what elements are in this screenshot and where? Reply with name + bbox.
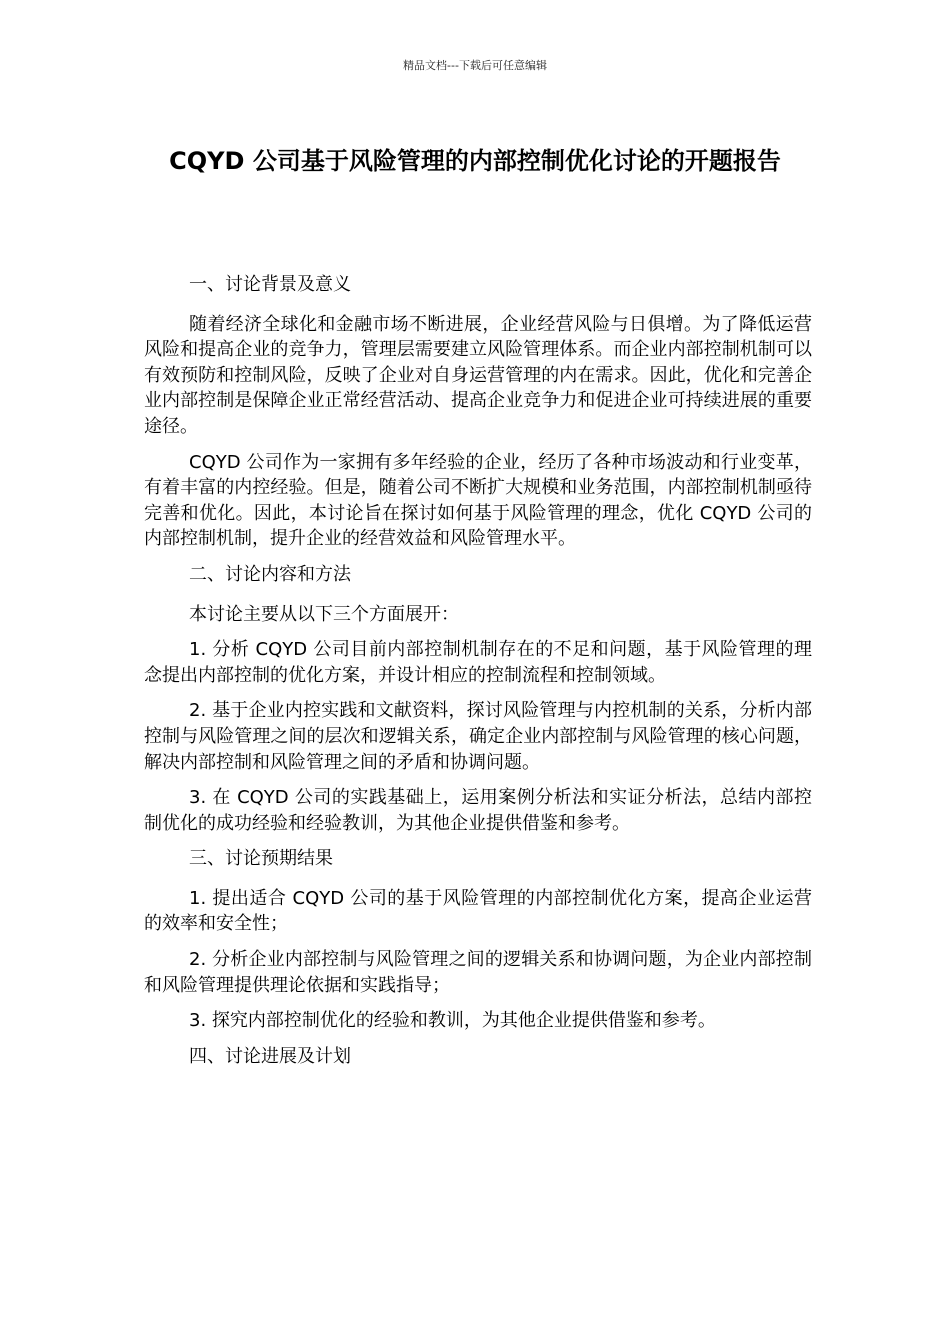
list-item: 1. 分析 CQYD 公司目前内部控制机制存在的不足和问题，基于风险管理的理念提出内部控制的优化方案，并设计相应的控制流程和控制领域。 [144, 639, 812, 686]
paragraph: CQYD 公司作为一家拥有多年经验的企业，经历了各种市场波动和行业变革，有着丰富的内控经验。但是，随着公司不断扩大规模和业务范围，内部控制机制亟待完善和优化。因此，本讨论旨在探讨如何基于风险管理的理念，优化 CQYD 公司的内部控制机制，提升企业的经营效益和风险管理水平。 [144, 451, 812, 550]
section-heading: 二、讨论内容和方法 [189, 563, 351, 585]
document-body [144, 272, 812, 1083]
paragraph: 随着经济全球化和金融市场不断进展，企业经营风险与日俱增。为了降低运营风险和提高企业的竞争力，管理层需要建立风险管理体系。而企业内部控制机制可以有效预防和控制风险，反映了企业对自身运营管理的内在需求。因此，优化和完善企业内部控制是保障企业正常经营活动、提高企业竞争力和促进企业可持续进展的重要途径。 [144, 313, 812, 437]
list-item: 3. 在 CQYD 公司的实践基础上，运用案例分析法和实证分析法，总结内部控制优化的成功经验和经验教训，为其他企业提供借鉴和参考。 [144, 787, 812, 834]
document-title: CQYD 公司基于风险管理的内部控制优化讨论的开题报告 [169, 147, 781, 175]
list-item: 3. 探究内部控制优化的经验和教训，为其他企业提供借鉴和参考。 [189, 1010, 716, 1032]
list-item: 1. 提出适合 CQYD 公司的基于风险管理的内部控制优化方案，提高企业运营的效率和安全性； [144, 887, 812, 935]
list-item: 2. 分析企业内部控制与风险管理之间的逻辑关系和协调问题，为企业内部控制和风险管理提供理论依据和实践指导； [144, 949, 812, 996]
section-heading: 一、讨论背景及意义 [189, 274, 351, 295]
list-item: 2. 基于企业内控实践和文献资料，探讨风险管理与内控机制的关系，分析内部控制与风险管理之间的层次和逻辑关系，确定企业内部控制与风险管理的核心问题，解决内部控制和风险管理之间的矛盾和协调问题。 [144, 700, 812, 773]
header-note: 精品文档---下载后可任意编辑 [403, 59, 547, 72]
section-heading: 四、讨论进展及计划 [189, 1045, 351, 1067]
section-heading: 三、讨论预期结果 [189, 848, 333, 870]
paragraph: 本讨论主要从以下三个方面展开： [189, 603, 459, 625]
